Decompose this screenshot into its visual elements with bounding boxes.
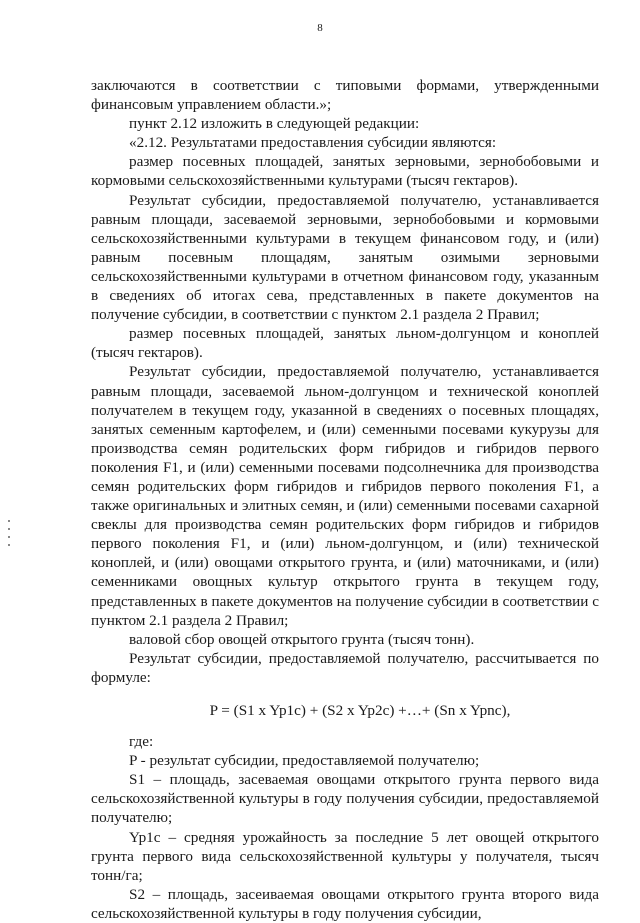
paragraph: Результат субсидии, предоставляемой получателю, устанавливается равным площади, засеваемой льном-долгунцом и технической коноплей получателем в текущем году, указанной в сведениях о посевных площадях, занятых семенным картофелем, и (или) семенными посевами кукурузы для производства семян родительских форм гибридов и гибридов первого поколения F1, и (или) семенными посевами подсолнечника для производства семян родительских форм гибридов и гибридов первого поколения F1, а также оригинальных и элитных семян, и (или) семенными посевами сахарной свеклы для производства семян родительских форм гибридов и гибридов первого поколения F1, и (или) льном-долгунцом, и (или) технической коноплей, и (или) овощами открытого грунта, и (или) маточниками, и (или) семенниками овощных культур открытого грунта в текущем году, представленных в пакете документов на получение субсидии в соответствии с пунктом 2.1 раздела 2 Правил; [91,363,599,629]
paragraph: Yp1c – средняя урожайность за последние 5 лет овощей открытого грунта первого вида сельскохозяйственной культуры у получателя, тысяч тонн/га; [91,828,599,884]
formula: P = (S1 x Yp1c) + (S2 x Yp2c) +…+ (Sn x Ypnc), [209,702,511,719]
scan-margin-marks [8,520,11,560]
document-body [91,76,599,923]
paragraph: Результат субсидии, предоставляемой получателю, рассчитывается по формуле: [91,649,599,686]
paragraph: S2 – площадь, засеиваемая овощами открытого грунта второго вида сельскохозяйственной культуры в году получения субсидии, [91,885,599,922]
page-number: 8 [317,22,323,34]
paragraph: валовой сбор овощей открытого грунта (тысяч тонн). [129,630,475,648]
paragraph: размер посевных площадей, занятых льном-долгунцом и коноплей (тысяч гектаров). [91,325,599,362]
paragraph: заключаются в соответствии с типовыми формами, утвержденными финансовым управлением области.»; [91,77,599,114]
paragraph: где: [129,733,154,751]
paragraph: P - результат субсидии, предоставляемой получателю; [129,752,480,770]
paragraph: пункт 2.12 изложить в следующей редакции: [129,115,420,133]
paragraph: размер посевных площадей, занятых зерновыми, зернобобовыми и кормовыми сельскохозяйственными культурами (тысяч гектаров). [91,153,599,190]
paragraph: «2.12. Результатами предоставления субсидии являются: [129,134,497,152]
paragraph: S1 – площадь, засеваемая овощами открытого грунта первого вида сельскохозяйственной культуры в году получения субсидии, предоставляемой получателю; [91,771,599,827]
paragraph: Результат субсидии, предоставляемой получателю, устанавливается равным площади, засеваемой зерновыми, зернобобовыми и кормовыми сельскохозяйственными культурами в текущем финансовом году, и (или) равным посевным площадям, занятым озимыми зерновыми сельскохозяйственными культурами в отчетном финансовом году, указанным в сведениях об итогах сева, представленных в пакете документов на получение субсидии, в соответствии с пунктом 2.1 раздела 2 Правил; [91,191,599,324]
